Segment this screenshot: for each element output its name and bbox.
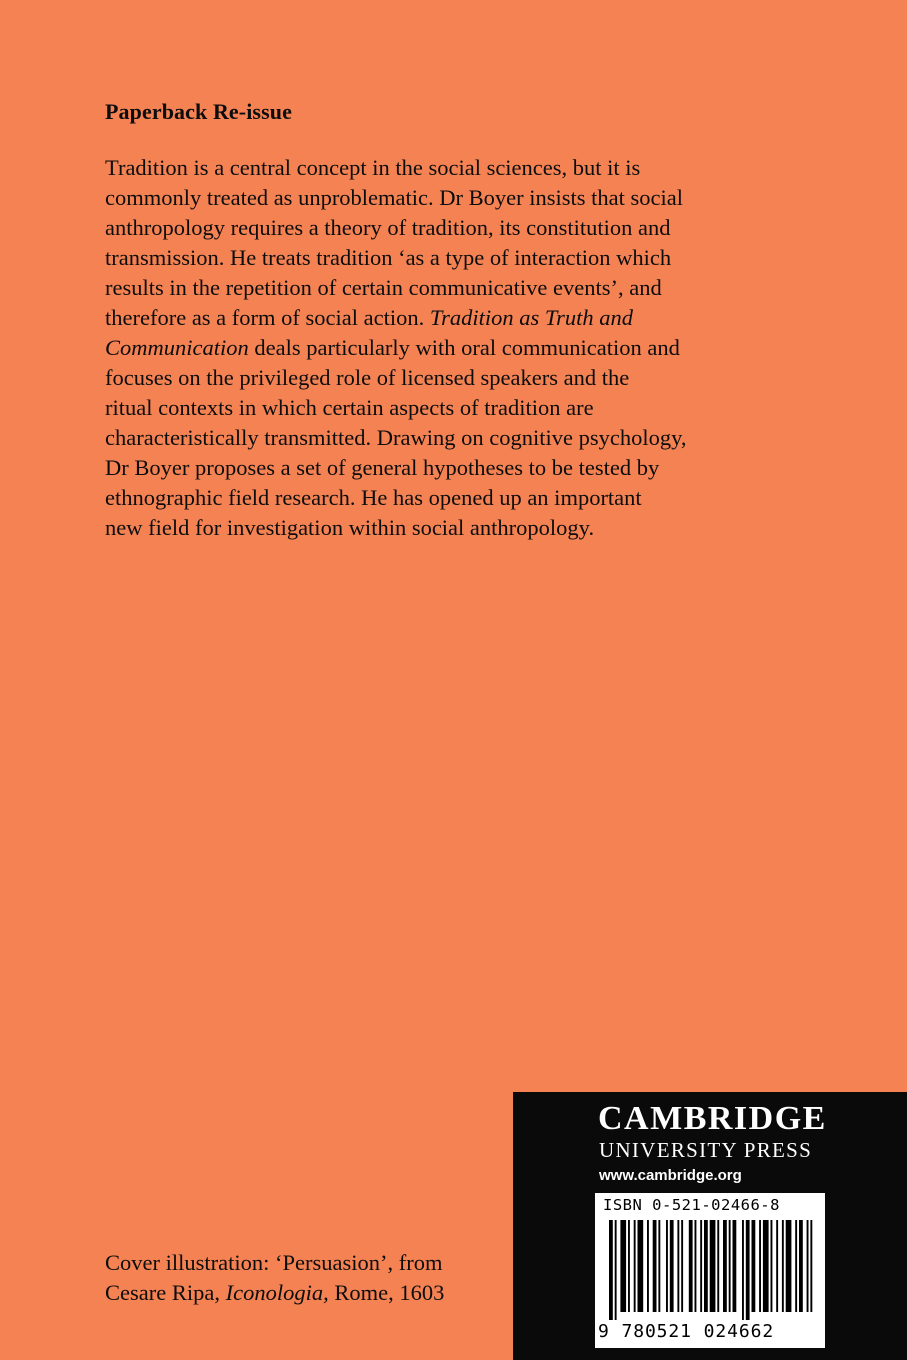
barcode-bar bbox=[609, 1220, 613, 1320]
blurb-text bbox=[105, 153, 825, 543]
blurb-line bbox=[105, 423, 825, 453]
barcode-bar bbox=[638, 1220, 644, 1312]
credit-work-title: Iconologia, bbox=[225, 1280, 329, 1305]
barcode-bar bbox=[647, 1220, 649, 1312]
blurb-line bbox=[105, 243, 825, 273]
barcode-box bbox=[595, 1193, 825, 1348]
credit-line-1: Cover illustration: ‘Persuasion’, from bbox=[105, 1250, 443, 1275]
blurb-segment: ethnographic field research. He has opened up an important bbox=[105, 485, 642, 510]
barcode-bar bbox=[677, 1220, 679, 1312]
credit-author: Cesare Ripa, bbox=[105, 1280, 226, 1305]
blurb-segment: Tradition is a central concept in the social sciences, but it is bbox=[105, 155, 641, 180]
barcode-bar bbox=[723, 1220, 727, 1312]
blurb-segment: commonly treated as unproblematic. Dr Boyer insists that social bbox=[105, 185, 683, 210]
blurb-segment: therefore as a form of social action. bbox=[105, 305, 430, 330]
blurb-line bbox=[105, 303, 825, 333]
barcode-bar bbox=[795, 1220, 797, 1312]
blurb-segment: results in the repetition of certain communicative events’, and bbox=[105, 275, 662, 300]
blurb-line bbox=[105, 363, 825, 393]
blurb-segment: characteristically transmitted. Drawing on cognitive psychology, bbox=[105, 425, 687, 450]
barcode-bar bbox=[653, 1220, 657, 1312]
publisher-subtitle: UNIVERSITY PRESS bbox=[599, 1138, 813, 1162]
blurb-line bbox=[105, 513, 825, 543]
blurb-segment: anthropology requires a theory of tradition, its constitution and bbox=[105, 215, 671, 240]
barcode-bar bbox=[810, 1220, 812, 1312]
barcode-bar bbox=[710, 1220, 716, 1312]
barcode-bar bbox=[746, 1220, 750, 1320]
cover-credit bbox=[105, 1248, 444, 1308]
ean-number: 9 780521 024662 bbox=[598, 1321, 775, 1342]
blurb-line bbox=[105, 453, 825, 483]
barcode-bar bbox=[807, 1220, 809, 1312]
barcode-bar bbox=[700, 1220, 702, 1312]
publisher-panel bbox=[513, 1092, 907, 1360]
reissue-heading: Paperback Re-issue bbox=[105, 99, 292, 124]
barcode-bar bbox=[634, 1220, 636, 1312]
barcode-bar bbox=[704, 1220, 708, 1312]
blurb-segment: deals particularly with oral communication and bbox=[248, 335, 680, 360]
barcode-bar bbox=[666, 1220, 668, 1312]
barcode-bar bbox=[752, 1220, 756, 1312]
barcode-bar bbox=[658, 1220, 660, 1312]
barcode-bar bbox=[729, 1220, 731, 1312]
blurb-segment: Dr Boyer proposes a set of general hypotheses to be tested by bbox=[105, 455, 660, 480]
credit-place-year: Rome, 1603 bbox=[328, 1280, 445, 1305]
barcode-bar bbox=[782, 1220, 784, 1312]
blurb-line bbox=[105, 333, 825, 363]
barcode-bar bbox=[681, 1220, 683, 1312]
barcode-bar bbox=[628, 1220, 630, 1312]
blurb-segment: ritual contexts in which certain aspects of tradition are bbox=[105, 395, 594, 420]
blurb-line bbox=[105, 393, 825, 423]
blurb-segment: new field for investigation within social anthropology. bbox=[105, 515, 595, 540]
barcode-bar bbox=[717, 1220, 719, 1312]
barcode-bar bbox=[620, 1220, 626, 1312]
barcode-bar bbox=[759, 1220, 761, 1312]
isbn-label: ISBN 0-521-02466-8 bbox=[603, 1196, 780, 1214]
blurb-line bbox=[105, 213, 825, 243]
credit-line-2 bbox=[105, 1278, 444, 1308]
barcode-bar bbox=[742, 1220, 744, 1320]
blurb-line bbox=[105, 483, 825, 513]
barcode-bar bbox=[615, 1220, 617, 1320]
blurb-segment: transmission. He treats tradition ‘as a type of interaction which bbox=[105, 245, 672, 270]
blurb-book-title: Communication bbox=[105, 335, 249, 360]
publisher-url: www.cambridge.org bbox=[599, 1167, 742, 1184]
barcode-icon bbox=[595, 1220, 825, 1320]
blurb-line bbox=[105, 183, 825, 213]
blurb-line bbox=[105, 273, 825, 303]
barcode-bar bbox=[763, 1220, 769, 1312]
barcode-bar bbox=[786, 1220, 792, 1312]
barcode-bar bbox=[670, 1220, 674, 1312]
barcode-bar bbox=[771, 1220, 773, 1312]
blurb-line bbox=[105, 153, 825, 183]
barcode-bar bbox=[695, 1220, 697, 1312]
barcode-bar bbox=[733, 1220, 737, 1312]
blurb-book-title: Tradition as Truth and bbox=[429, 305, 634, 330]
barcode-bar bbox=[776, 1220, 778, 1312]
publisher-name: CAMBRIDGE bbox=[598, 1100, 827, 1137]
blurb-segment: focuses on the privileged role of licensed speakers and the bbox=[105, 365, 630, 390]
barcode-bar bbox=[689, 1220, 693, 1312]
barcode-bar bbox=[799, 1220, 803, 1312]
